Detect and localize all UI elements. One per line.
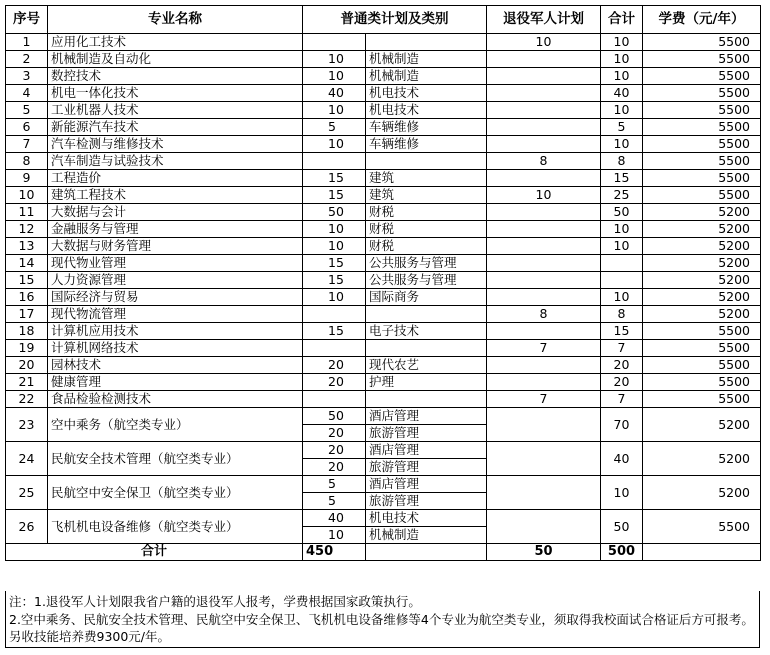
row-fee: 5200 — [643, 272, 761, 289]
row-plan-count: 20 — [303, 374, 366, 391]
row-seq: 6 — [6, 119, 48, 136]
row-veteran: 8 — [487, 306, 601, 323]
row-plan-category: 财税 — [366, 204, 487, 221]
row-seq: 4 — [6, 85, 48, 102]
row-fee: 5200 — [643, 442, 761, 476]
row-major: 民航空中安全保卫（航空类专业） — [48, 476, 303, 510]
row-seq: 26 — [6, 510, 48, 544]
row-seq: 24 — [6, 442, 48, 476]
row-major: 大数据与会计 — [48, 204, 303, 221]
row-plan-category: 车辆维修 — [366, 136, 487, 153]
row-fee: 5500 — [643, 187, 761, 204]
row-plan-count: 40 — [303, 85, 366, 102]
row-fee: 5200 — [643, 306, 761, 323]
row-total: 10 — [601, 221, 643, 238]
row-plan-category: 建筑 — [366, 187, 487, 204]
row-major: 机械制造及自动化 — [48, 51, 303, 68]
row-seq: 13 — [6, 238, 48, 255]
table-row — [6, 476, 761, 493]
row-seq: 17 — [6, 306, 48, 323]
table-row — [6, 272, 761, 289]
row-major: 汽车制造与试验技术 — [48, 153, 303, 170]
row-fee: 5200 — [643, 289, 761, 306]
row-total: 8 — [601, 306, 643, 323]
table-row — [6, 85, 761, 102]
row-plan-count: 15 — [303, 272, 366, 289]
row-fee: 5200 — [643, 408, 761, 442]
row-plan-count: 15 — [303, 323, 366, 340]
row-major: 建筑工程技术 — [48, 187, 303, 204]
row-fee: 5500 — [643, 119, 761, 136]
header-total: 合计 — [601, 6, 643, 34]
table-row — [6, 68, 761, 85]
row-veteran — [487, 476, 601, 510]
row-plan-count: 10 — [303, 136, 366, 153]
row-fee: 5500 — [643, 51, 761, 68]
row-plan-category — [366, 153, 487, 170]
table-row — [6, 306, 761, 323]
row-plan-category: 旅游管理 — [366, 425, 487, 442]
row-major: 汽车检测与维修技术 — [48, 136, 303, 153]
row-plan-count: 15 — [303, 255, 366, 272]
summary-plan-total: 450 — [303, 544, 366, 561]
row-veteran — [487, 272, 601, 289]
row-seq: 1 — [6, 34, 48, 51]
row-plan-category: 旅游管理 — [366, 459, 487, 476]
row-plan-count: 10 — [303, 289, 366, 306]
summary-veteran-total: 50 — [487, 544, 601, 561]
table-row — [6, 510, 761, 527]
row-plan-count: 10 — [303, 51, 366, 68]
row-veteran — [487, 442, 601, 476]
row-veteran — [487, 170, 601, 187]
row-plan-category: 旅游管理 — [366, 493, 487, 510]
row-plan-category: 机械制造 — [366, 68, 487, 85]
row-total: 20 — [601, 374, 643, 391]
row-plan-category: 车辆维修 — [366, 119, 487, 136]
row-plan-count: 20 — [303, 357, 366, 374]
header-veteran: 退役军人计划 — [487, 6, 601, 34]
row-seq: 16 — [6, 289, 48, 306]
row-plan-count: 10 — [303, 68, 366, 85]
row-plan-category: 财税 — [366, 238, 487, 255]
row-seq: 10 — [6, 187, 48, 204]
table-row — [6, 289, 761, 306]
row-veteran: 10 — [487, 34, 601, 51]
row-plan-count: 50 — [303, 204, 366, 221]
row-plan-count — [303, 153, 366, 170]
row-plan-category: 财税 — [366, 221, 487, 238]
table-row — [6, 238, 761, 255]
row-major: 现代物流管理 — [48, 306, 303, 323]
row-total: 10 — [601, 68, 643, 85]
row-fee: 5500 — [643, 136, 761, 153]
row-veteran — [487, 289, 601, 306]
row-fee: 5200 — [643, 204, 761, 221]
row-fee: 5500 — [643, 34, 761, 51]
row-veteran — [487, 68, 601, 85]
row-plan-count: 10 — [303, 527, 366, 544]
row-veteran — [487, 102, 601, 119]
row-total: 70 — [601, 408, 643, 442]
row-veteran — [487, 51, 601, 68]
row-fee: 5500 — [643, 68, 761, 85]
row-major: 民航安全技术管理（航空类专业） — [48, 442, 303, 476]
row-fee: 5200 — [643, 221, 761, 238]
row-seq: 9 — [6, 170, 48, 187]
row-veteran — [487, 136, 601, 153]
row-major: 园林技术 — [48, 357, 303, 374]
row-total: 10 — [601, 51, 643, 68]
row-plan-category: 公共服务与管理 — [366, 272, 487, 289]
row-seq: 25 — [6, 476, 48, 510]
row-fee: 5200 — [643, 476, 761, 510]
row-fee: 5200 — [643, 255, 761, 272]
row-total: 8 — [601, 153, 643, 170]
row-plan-category: 机电技术 — [366, 510, 487, 527]
table-row — [6, 102, 761, 119]
notes — [5, 591, 760, 648]
row-major: 国际经济与贸易 — [48, 289, 303, 306]
row-veteran: 8 — [487, 153, 601, 170]
table-row — [6, 51, 761, 68]
row-plan-count — [303, 340, 366, 357]
row-major: 计算机应用技术 — [48, 323, 303, 340]
row-seq: 5 — [6, 102, 48, 119]
row-major: 新能源汽车技术 — [48, 119, 303, 136]
row-plan-category — [366, 34, 487, 51]
row-plan-count: 20 — [303, 459, 366, 476]
row-veteran: 7 — [487, 391, 601, 408]
row-plan-category: 现代农艺 — [366, 357, 487, 374]
row-total: 50 — [601, 204, 643, 221]
table-row — [6, 221, 761, 238]
row-fee: 5500 — [643, 510, 761, 544]
row-total: 7 — [601, 340, 643, 357]
row-seq: 2 — [6, 51, 48, 68]
row-major: 现代物业管理 — [48, 255, 303, 272]
row-plan-count: 20 — [303, 425, 366, 442]
row-plan-category: 机械制造 — [366, 51, 487, 68]
row-plan-category: 酒店管理 — [366, 408, 487, 425]
row-major: 机电一体化技术 — [48, 85, 303, 102]
header-plan: 普通类计划及类别 — [303, 6, 487, 34]
row-plan-count: 10 — [303, 102, 366, 119]
row-seq: 20 — [6, 357, 48, 374]
enrollment-plan-table — [5, 5, 761, 561]
row-plan-count: 40 — [303, 510, 366, 527]
header-row — [6, 6, 761, 34]
row-major: 应用化工技术 — [48, 34, 303, 51]
row-plan-category: 机电技术 — [366, 85, 487, 102]
row-major: 计算机网络技术 — [48, 340, 303, 357]
row-fee: 5500 — [643, 102, 761, 119]
row-veteran: 7 — [487, 340, 601, 357]
row-fee: 5500 — [643, 170, 761, 187]
row-major: 大数据与财务管理 — [48, 238, 303, 255]
row-veteran — [487, 323, 601, 340]
row-fee: 5500 — [643, 357, 761, 374]
summary-grand-total: 500 — [601, 544, 643, 561]
row-veteran — [487, 85, 601, 102]
table-row — [6, 119, 761, 136]
row-total: 10 — [601, 289, 643, 306]
row-total: 40 — [601, 442, 643, 476]
summary-plan-category-blank — [366, 544, 487, 561]
row-veteran — [487, 255, 601, 272]
row-seq: 15 — [6, 272, 48, 289]
row-seq: 7 — [6, 136, 48, 153]
table-row — [6, 136, 761, 153]
table-row — [6, 442, 761, 459]
row-plan-category: 机电技术 — [366, 102, 487, 119]
table-row — [6, 323, 761, 340]
header-fee: 学费（元/年） — [643, 6, 761, 34]
row-total: 15 — [601, 323, 643, 340]
row-veteran: 10 — [487, 187, 601, 204]
row-total: 50 — [601, 510, 643, 544]
row-plan-category — [366, 391, 487, 408]
row-plan-count: 15 — [303, 187, 366, 204]
table-row — [6, 357, 761, 374]
row-seq: 11 — [6, 204, 48, 221]
row-total — [601, 272, 643, 289]
row-plan-category: 建筑 — [366, 170, 487, 187]
row-major: 飞机机电设备维修（航空类专业） — [48, 510, 303, 544]
row-veteran — [487, 238, 601, 255]
row-plan-category: 机械制造 — [366, 527, 487, 544]
row-total: 10 — [601, 238, 643, 255]
row-fee: 5500 — [643, 374, 761, 391]
table-row — [6, 187, 761, 204]
row-total: 10 — [601, 476, 643, 510]
row-fee: 5200 — [643, 238, 761, 255]
row-plan-count — [303, 391, 366, 408]
row-major: 工程造价 — [48, 170, 303, 187]
row-plan-count: 10 — [303, 238, 366, 255]
row-veteran — [487, 221, 601, 238]
row-veteran — [487, 374, 601, 391]
row-seq: 21 — [6, 374, 48, 391]
row-plan-count: 15 — [303, 170, 366, 187]
row-plan-count: 10 — [303, 221, 366, 238]
row-plan-count — [303, 34, 366, 51]
row-plan-category: 酒店管理 — [366, 442, 487, 459]
row-plan-category: 电子技术 — [366, 323, 487, 340]
row-major: 空中乘务（航空类专业） — [48, 408, 303, 442]
row-veteran — [487, 119, 601, 136]
row-total: 40 — [601, 85, 643, 102]
row-plan-category: 公共服务与管理 — [366, 255, 487, 272]
row-plan-count — [303, 306, 366, 323]
note-line-1: 注：1.退役军人计划限我省户籍的退役军人报考，学费根据国家政策执行。 — [9, 594, 421, 609]
row-total — [601, 255, 643, 272]
table-row — [6, 170, 761, 187]
table-row — [6, 374, 761, 391]
row-plan-category — [366, 340, 487, 357]
row-veteran — [487, 510, 601, 544]
row-seq: 18 — [6, 323, 48, 340]
table-row — [6, 255, 761, 272]
row-total: 10 — [601, 34, 643, 51]
table-row — [6, 408, 761, 425]
row-veteran — [487, 357, 601, 374]
row-fee: 5500 — [643, 85, 761, 102]
row-fee: 5500 — [643, 153, 761, 170]
row-major: 工业机器人技术 — [48, 102, 303, 119]
row-fee: 5500 — [643, 323, 761, 340]
row-total: 25 — [601, 187, 643, 204]
row-total: 10 — [601, 136, 643, 153]
row-major: 金融服务与管理 — [48, 221, 303, 238]
row-veteran — [487, 204, 601, 221]
row-seq: 23 — [6, 408, 48, 442]
header-seq: 序号 — [6, 6, 48, 34]
row-seq: 19 — [6, 340, 48, 357]
table-row — [6, 34, 761, 51]
table-row — [6, 340, 761, 357]
summary-row — [6, 544, 761, 561]
row-total: 20 — [601, 357, 643, 374]
row-plan-count: 50 — [303, 408, 366, 425]
row-major: 健康管理 — [48, 374, 303, 391]
row-seq: 22 — [6, 391, 48, 408]
row-fee: 5500 — [643, 340, 761, 357]
row-total: 5 — [601, 119, 643, 136]
row-plan-count: 5 — [303, 119, 366, 136]
row-major: 数控技术 — [48, 68, 303, 85]
row-plan-count: 20 — [303, 442, 366, 459]
summary-fee-blank — [643, 544, 761, 561]
row-seq: 3 — [6, 68, 48, 85]
row-veteran — [487, 408, 601, 442]
row-major: 食品检验检测技术 — [48, 391, 303, 408]
row-plan-count: 5 — [303, 476, 366, 493]
summary-label: 合计 — [6, 544, 303, 561]
row-fee: 5500 — [643, 391, 761, 408]
row-total: 7 — [601, 391, 643, 408]
row-seq: 12 — [6, 221, 48, 238]
row-plan-category: 护理 — [366, 374, 487, 391]
row-total: 10 — [601, 102, 643, 119]
table-row — [6, 204, 761, 221]
row-seq: 8 — [6, 153, 48, 170]
row-seq: 14 — [6, 255, 48, 272]
table-body — [6, 34, 761, 544]
header-major: 专业名称 — [48, 6, 303, 34]
row-plan-category: 国际商务 — [366, 289, 487, 306]
row-plan-category — [366, 306, 487, 323]
row-plan-count: 5 — [303, 493, 366, 510]
row-total: 15 — [601, 170, 643, 187]
note-line-2: 2.空中乘务、民航安全技术管理、民航空中安全保卫、飞机机电设备维修等4个专业为航空类专业，须取得我校面试合格证后方可报考。另收技能培养费9300元/年。 — [9, 611, 754, 644]
row-major: 人力资源管理 — [48, 272, 303, 289]
table-row — [6, 391, 761, 408]
row-plan-category: 酒店管理 — [366, 476, 487, 493]
table-row — [6, 153, 761, 170]
